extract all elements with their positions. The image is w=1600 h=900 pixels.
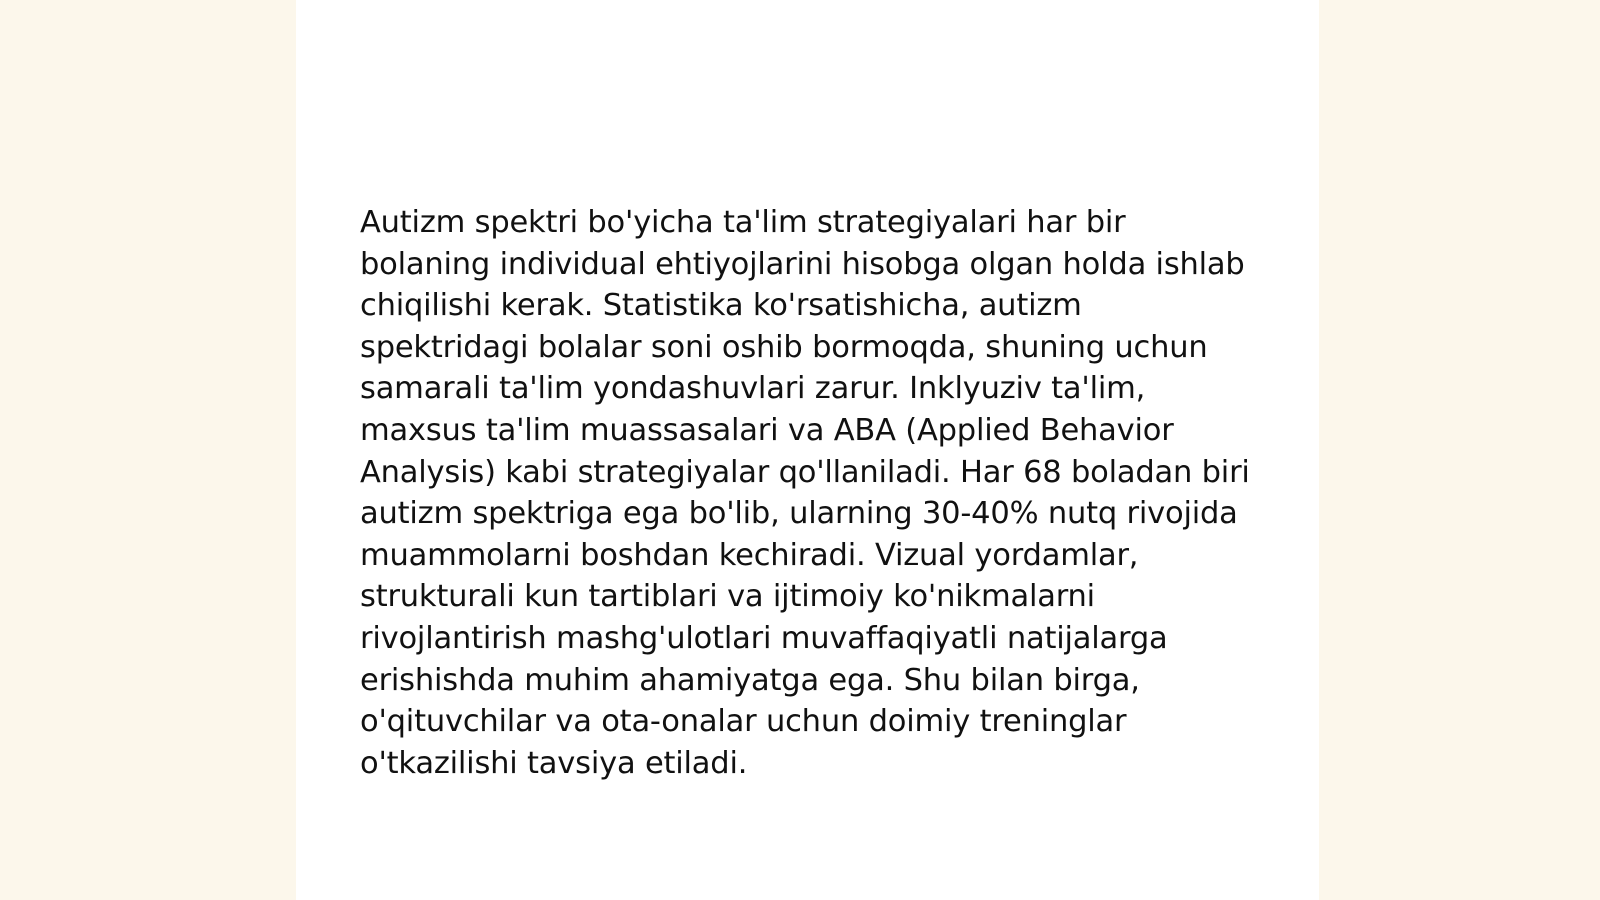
body-paragraph: Autizm spektri bo'yicha ta'lim strategiyalari har bir bolaning individual ehtiyojlarini hisobga olgan holda ishlab chiqilishi kerak. Statistika ko'rsatishicha, autizm spektridagi bolalar soni oshib bormoqda, shuning uchun samarali ta'lim yondashuvlari zarur. Inklyuziv ta'lim, maxsus ta'lim muassasalari va ABA (Applied Behavior Analysis) kabi strategiyalar qo'llaniladi. Har 68 boladan biri autizm spektriga ega bo'lib, ularning 30-40% nutq rivojida muammolarni boshdan kechiradi. Vizual yordamlar, strukturali kun tartiblari va ijtimoiy ko'nikmalarni rivojlantirish mashg'ulotlari muvaffaqiyatli natijalarga erishishda muhim ahamiyatga ega. Shu bilan birga, o'qituvchilar va ota-onalar uchun doimiy treninglar o'tkazilishi tavsiya etiladi. [360,205,1250,781]
document-page [296,0,1319,900]
